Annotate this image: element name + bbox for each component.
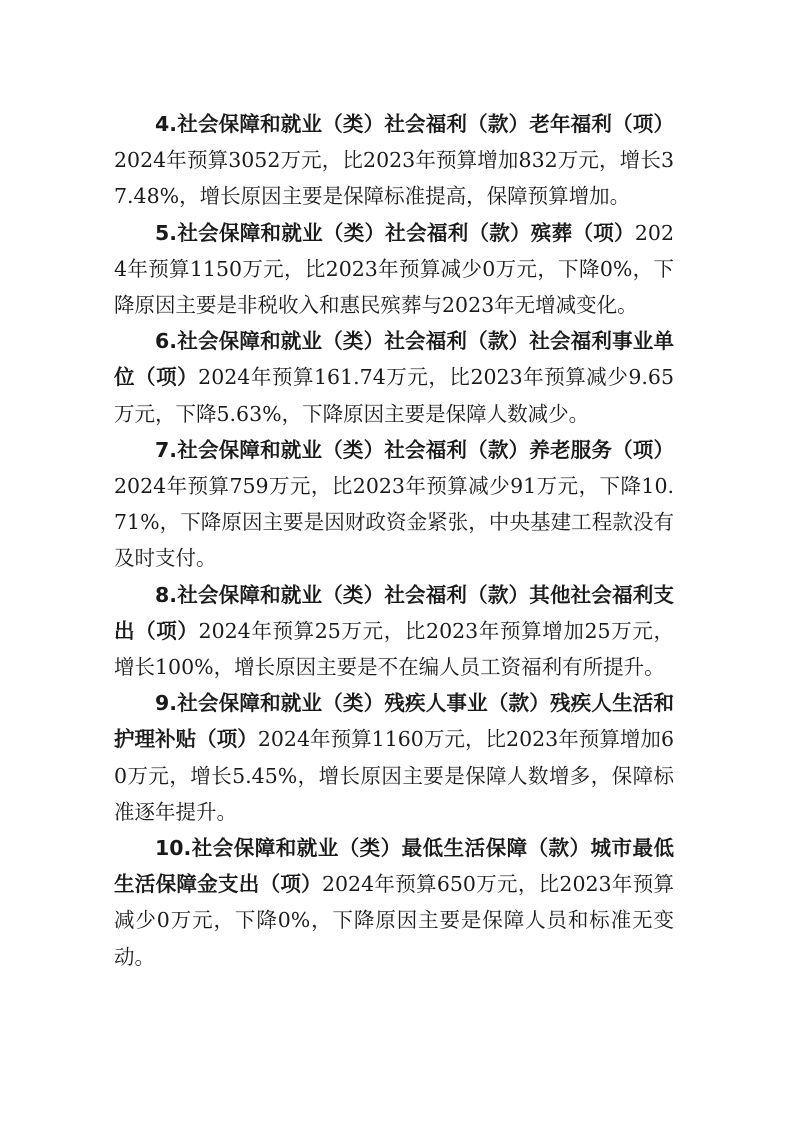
- paragraph-item-5: [114, 215, 674, 324]
- paragraph-heading: 9.社会保障和就业（类）残疾人事业（款）残疾人生活和护理补贴（项）: [114, 691, 674, 752]
- paragraph-item-4: [114, 106, 674, 215]
- paragraph-heading: 8.社会保障和就业（类）社会福利（款）其他社会福利支出（项）: [114, 582, 674, 643]
- paragraph-body: 2024年预算161.74万元，比2023年预算减少9.65万元，下降5.63%，下降原因主要是保障人数减少。: [114, 365, 675, 426]
- paragraph-item-6: [114, 323, 674, 432]
- paragraph-body: 2024年预算650万元，比2023年预算减少0万元，下降0%，下降原因主要是保障人员和标准无变动。: [114, 872, 674, 969]
- paragraph-item-10: [114, 830, 674, 975]
- paragraph-item-7: [114, 432, 674, 577]
- paragraph-body: 2024年预算1160万元，比2023年预算增加60万元，增长5.45%，增长原因主要是保障人数增多，保障标准逐年提升。: [114, 727, 675, 824]
- paragraph-heading: 5.社会保障和就业（类）社会福利（款）殡葬（项）: [155, 220, 635, 245]
- paragraph-heading: 4.社会保障和就业（类）社会福利（款）老年福利（项）: [155, 112, 674, 136]
- paragraph-item-9: [114, 685, 674, 830]
- paragraph-body: 2024年预算759万元，比2023年预算减少91万元，下降10.71%，下降原因主要是因财政资金紧张，中央基建工程款没有及时支付。: [114, 474, 674, 571]
- paragraph-body: 2024年预算25万元，比2023年预算增加25万元，增长100%，增长原因主要是不在编人员工资福利有所提升。: [114, 618, 675, 680]
- paragraph-heading: 6.社会保障和就业（类）社会福利（款）社会福利事业单位（项）: [114, 329, 674, 390]
- paragraph-heading: 10.社会保障和就业（类）最低生活保障（款）城市最低生活保障金支出（项）: [114, 836, 674, 897]
- paragraph-body: 2024年预算1150万元，比2023年预算减少0万元，下降0%，下降原因主要是非税收入和惠民殡葬与2023年无增减变化。: [114, 220, 674, 318]
- paragraph-item-8: [114, 577, 674, 686]
- document-page: [114, 106, 674, 975]
- paragraph-heading: 7.社会保障和就业（类）社会福利（款）养老服务（项）: [155, 437, 674, 462]
- paragraph-body: 2024年预算3052万元，比2023年预算增加832万元，增长37.48%，增长原因主要是保障标准提高，保障预算增加。: [114, 148, 674, 209]
